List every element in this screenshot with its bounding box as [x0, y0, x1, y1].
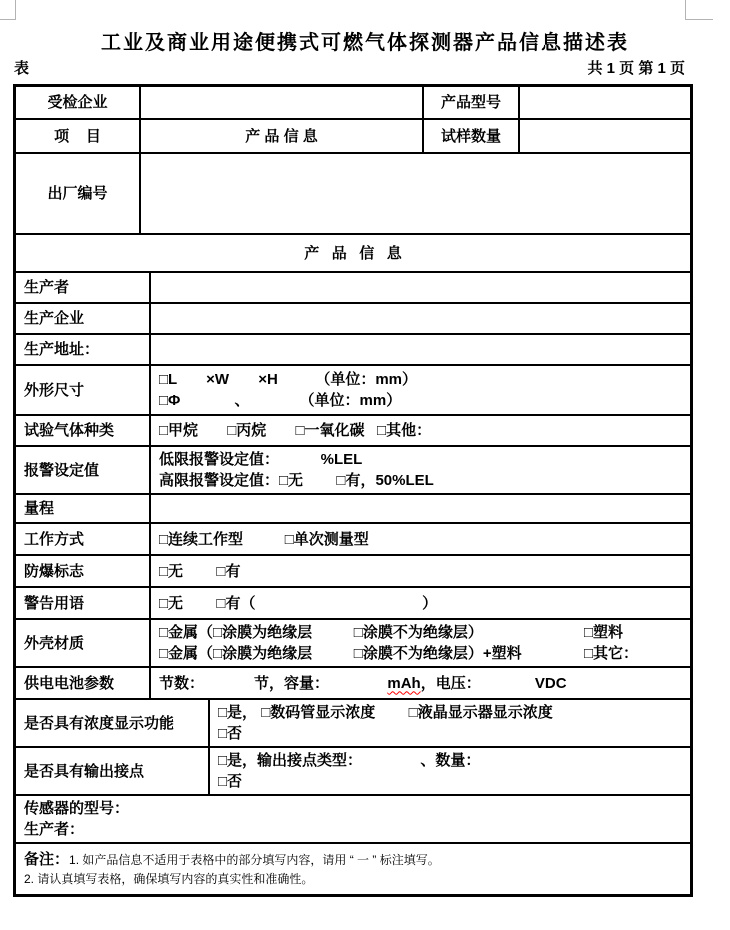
cell-concentration-display-label: 是否具有浓度显示功能	[16, 700, 210, 746]
explosion-proof-line: □无 □有	[159, 562, 241, 580]
dimensions-line-1: □L ×W ×H （单位：mm）	[159, 371, 417, 388]
cell-item-label: 项 目	[16, 120, 141, 152]
cell-factory-number-label: 出厂编号	[16, 154, 141, 233]
cell-test-gas-value[interactable]	[151, 416, 690, 445]
shell-material-line-2: □金属（□涂膜为绝缘层 □涂膜不为绝缘层）+塑料 □其它：	[159, 645, 639, 662]
cell-explosion-proof-value[interactable]	[151, 556, 690, 586]
output-yes-line: □是，输出接点类型： 、数量：	[218, 752, 481, 769]
cell-inspected-company-label: 受检企业	[16, 87, 141, 118]
cell-warning-words-value[interactable]	[151, 588, 690, 618]
cell-range-label: 量程	[16, 495, 151, 522]
cell-work-mode-value[interactable]	[151, 524, 690, 554]
cell-shell-material-value[interactable]	[151, 620, 690, 666]
cell-output-contact-label: 是否具有输出接点	[16, 748, 210, 794]
row-remarks	[16, 844, 690, 894]
cell-product-model-label: 产品型号	[424, 87, 520, 118]
remark-label: 备注：	[24, 851, 70, 868]
cell-sensor-info[interactable]	[16, 796, 690, 842]
cell-remarks	[16, 844, 690, 894]
warning-words-line: □无 □有（ ）	[159, 594, 438, 612]
text-boundary-mark-left	[0, 0, 16, 20]
alarm-low-line: 低限报警设定值： %LEL	[159, 451, 363, 468]
cell-shell-material-label: 外壳材质	[16, 620, 151, 666]
sensor-model-line: 传感器的型号：	[24, 800, 130, 817]
test-gas-line: □甲烷 □丙烷 □一氧化碳 □其他：	[159, 422, 432, 439]
subheader	[14, 57, 685, 78]
battery-unit-mah: mAh	[387, 674, 421, 692]
pagination: 共 1 页 第 1 页	[587, 60, 685, 77]
cell-alarm-setpoint-label: 报警设定值	[16, 447, 151, 493]
cell-inspected-company-value[interactable]	[141, 87, 424, 118]
cell-company-value[interactable]	[151, 304, 690, 333]
row-output-contact	[16, 748, 690, 796]
cell-range-value[interactable]	[151, 495, 690, 522]
row-warning-words	[16, 588, 690, 620]
row-factory-number	[16, 154, 690, 235]
remark-line-1: 备注：1. 如产品信息不适用于表格中的部分填写内容，请用 “ 一 ” 标注填写。	[24, 851, 440, 868]
cell-work-mode-label: 工作方式	[16, 524, 151, 554]
cell-test-gas-label: 试验气体种类	[16, 416, 151, 445]
alarm-high-line: 高限报警设定值：□无 □有，50%LEL	[159, 472, 434, 489]
cell-concentration-display-value[interactable]	[210, 700, 690, 746]
row-battery-params	[16, 668, 690, 700]
work-mode-line: □连续工作型 □单次测量型	[159, 530, 369, 548]
concentration-yes-line: □是， □数码管显示浓度 □液晶显示器显示浓度	[218, 704, 553, 721]
cell-sample-qty-label: 试样数量	[424, 120, 520, 152]
shell-other-option: □其它：	[584, 645, 639, 662]
cell-product-info-header: 产 品 信 息	[141, 120, 424, 152]
shell-plastic-option: □塑料	[584, 624, 624, 641]
remark-line-2: 2. 请认真填写表格，确保填写内容的真实性和准确性。	[24, 872, 314, 886]
row-item-header	[16, 120, 690, 154]
cell-address-label: 生产地址：	[16, 335, 151, 364]
cell-battery-params-value[interactable]	[151, 668, 690, 698]
row-company	[16, 304, 690, 335]
page-title: 工业及商业用途便携式可燃气体探测器产品信息描述表	[101, 32, 629, 54]
row-producer	[16, 273, 690, 304]
row-address	[16, 335, 690, 366]
cell-factory-number-value[interactable]	[141, 154, 690, 233]
row-sensor-info	[16, 796, 690, 844]
cell-producer-label: 生产者	[16, 273, 151, 302]
battery-params-line: 节数： 节，容量： mAh，电压： VDC	[159, 674, 567, 692]
text-boundary-mark-right	[685, 0, 713, 20]
row-explosion-proof-mark	[16, 556, 690, 588]
cell-output-contact-value[interactable]	[210, 748, 690, 794]
row-section-header	[16, 235, 690, 273]
cell-sample-qty-value[interactable]	[520, 120, 690, 152]
row-range	[16, 495, 690, 524]
row-inspected-company	[16, 87, 690, 120]
cell-section-title: 产 品 信 息	[304, 244, 402, 262]
cell-dimensions-value[interactable]	[151, 366, 690, 414]
output-no-line: □否	[218, 773, 243, 790]
product-info-table	[13, 84, 693, 897]
shell-material-line-1: □金属（□涂膜为绝缘层 □涂膜不为绝缘层） □塑料	[159, 624, 624, 641]
row-alarm-setpoint	[16, 447, 690, 495]
concentration-no-line: □否	[218, 725, 243, 742]
cell-battery-params-label: 供电电池参数	[16, 668, 151, 698]
cell-warning-words-label: 警告用语	[16, 588, 151, 618]
row-test-gas	[16, 416, 690, 447]
dimensions-line-2: □Φ 、 （单位：mm）	[159, 392, 402, 409]
cell-explosion-proof-label: 防爆标志	[16, 556, 151, 586]
cell-product-model-value[interactable]	[520, 87, 690, 118]
cell-alarm-setpoint-value[interactable]	[151, 447, 690, 493]
sheet-label: 表	[14, 60, 30, 77]
row-shell-material	[16, 620, 690, 668]
sensor-producer-line: 生产者：	[24, 821, 85, 838]
row-concentration-display	[16, 700, 690, 748]
cell-address-value[interactable]	[151, 335, 690, 364]
cell-producer-value[interactable]	[151, 273, 690, 302]
row-dimensions	[16, 366, 690, 416]
cell-dimensions-label: 外形尺寸	[16, 366, 151, 414]
row-work-mode	[16, 524, 690, 556]
cell-company-label: 生产企业	[16, 304, 151, 333]
